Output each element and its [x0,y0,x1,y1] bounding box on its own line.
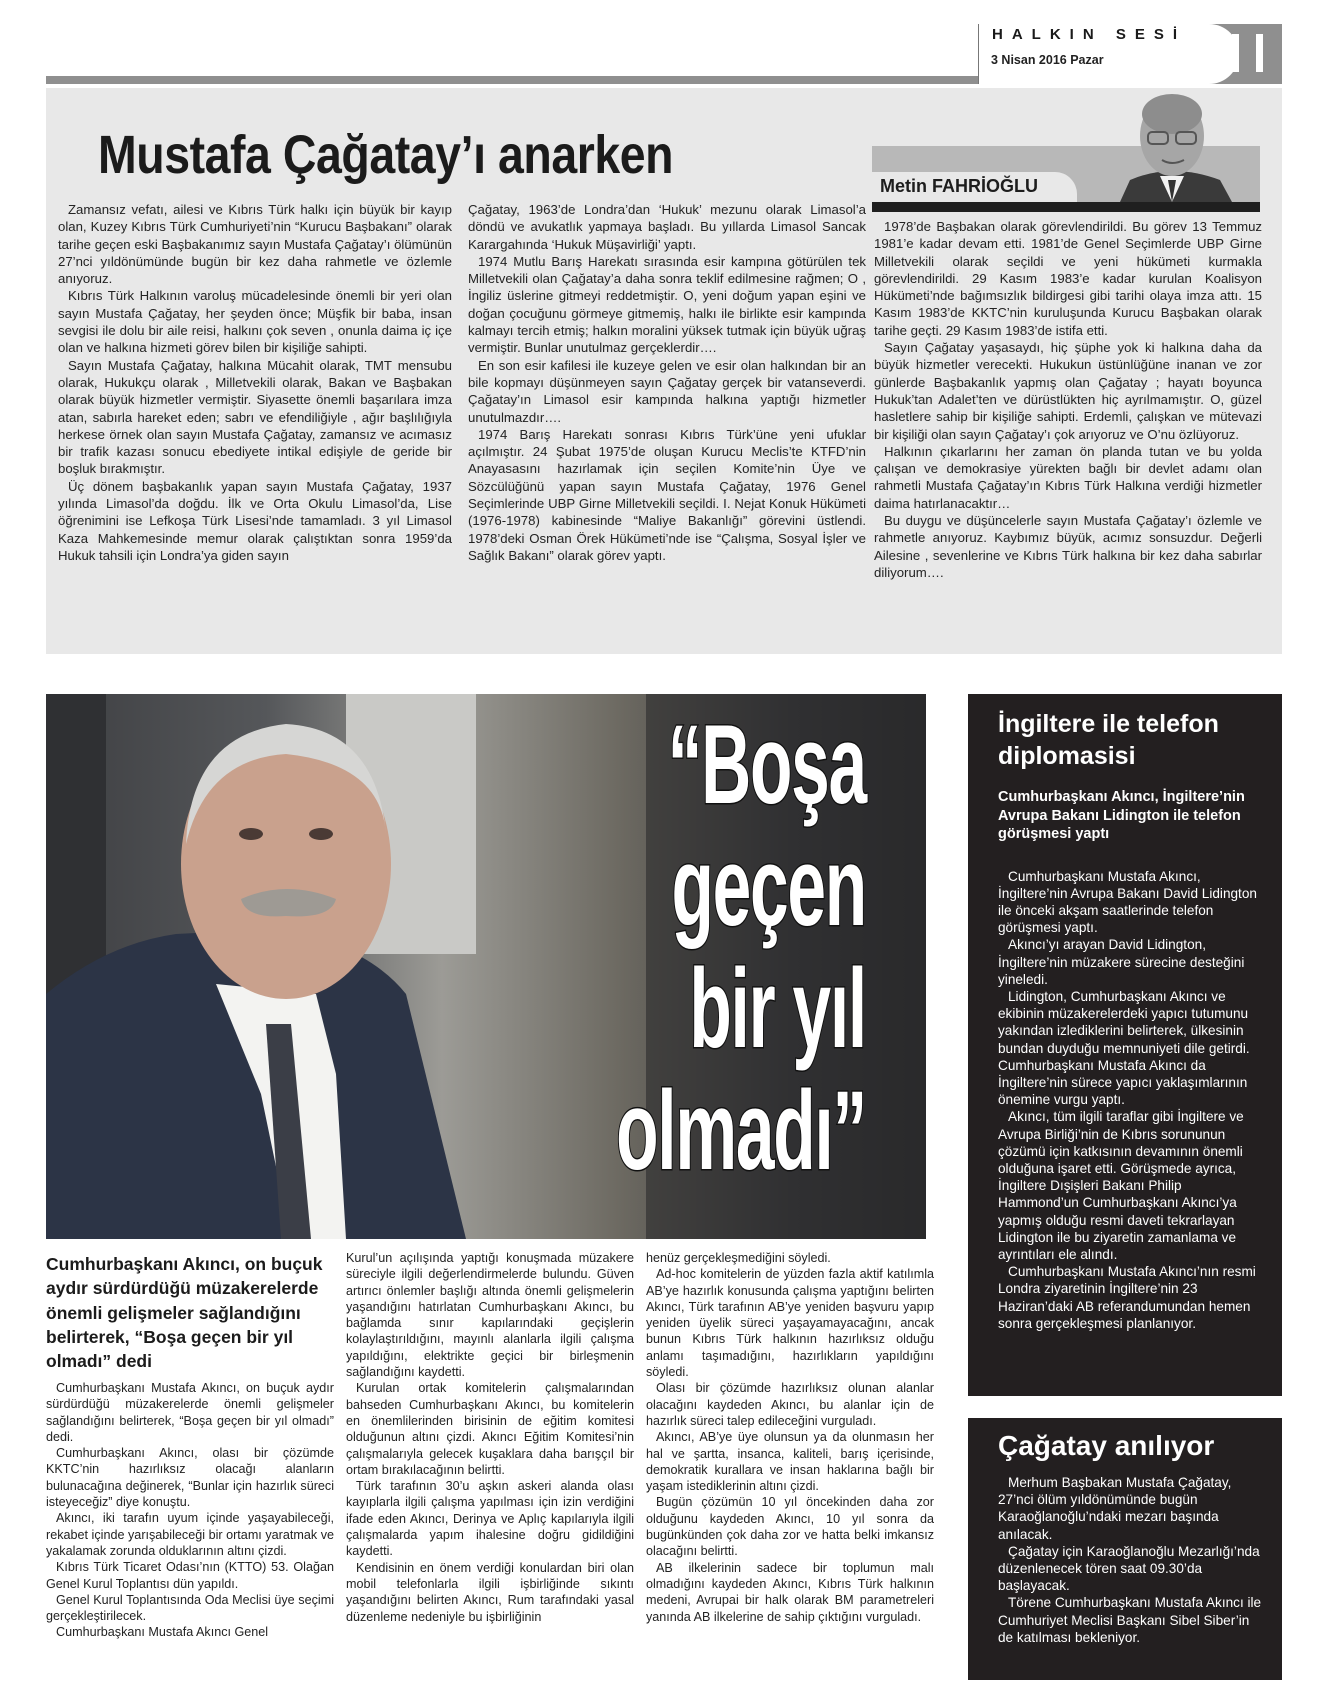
paragraph: Zamansız vefatı, ailesi ve Kıbrıs Türk halkı için büyük bir kayıp olan, Kuzey Kıbrıs Türk Cumhuriyeti’nin “Kurucu Başbakanı” olarak tarihe geçen eski Başbakanımız sayın Mustafa Çağatay’ı ölümünün 27’nci yıldönümünde bugün bir kez daha rahmetle ve özlemle anıyoruz. [58,202,452,287]
page-number-glyph-2 [1256,34,1263,72]
paragraph: 1974 Barış Harekatı sonrası Kıbrıs Türk’üne yeni ufuklar açılmıştır. 24 Şubat 1975’de oluşan Kurucu Meclis’te KTFD’nin Anayasasını hazırlamak için seçilen Komite’nin Üye ve Sözcülüğünü yapan sayın Mustafa Çağatay, 1976 Genel Seçimlerinde UBP Girne Milletvekili seçildi. I. Nejat Konuk Hükümeti (1976-1978) kabinesinde “Maliye Bakanlığı” görevini üstlendi. 1978’deki Osman Örek Hükümeti’nde ise “Çalışma, Sosyal İşler ve Sağlık Bakanı” olarak görev yaptı. [468,426,866,563]
paragraph: Kendisinin en önem verdiği konulardan biri olan mobil telefonlarla ilgili işbirliğinde sıkıntı yaşandığını belirten Akıncı, Rum tarafındaki yasal düzenleme nedeniyle bu işbirliğinin [346,1560,634,1624]
photo-headline-line: geçen [671,824,866,949]
sidebar-box-title: İngiltere ile telefon diplomasisi [998,710,1219,770]
paragraph: Sayın Çağatay yaşasaydı, hiç şüphe yok ki halkına daha da büyük hizmetler verecekti. Hukukun üstünlüğüne inanan ve zor günlerde Başbakanlık yapmış olan Çağatay ; hayatı boyunca Hukuk’tan Adalet’ten ve dürüstlükten hiç ayrılmamıştır. O, güzel hasletlere sahip bir kişiliğe sahipti. Erdemli, çalışkan ve mütevazi bir kişiliği olan sayın Çağatay’ı çok arıyoruz ve O’nu özlüyoruz. [874,340,1262,442]
sidebar-box-cagatay-memorial [968,1418,1282,1680]
paragraph: Lidington, Cumhurbaşkanı Akıncı ve ekibinin müzakerelerdeki yapıcı tutumunu yakından izlediklerini belirterek, ülkesinin bundan duyduğu memnuniyeti dile getirdi. Cumhurbaşkanı Mustafa Akıncı da İngiltere’nin sürece yapıcı yaklaşımlarının önemine vurgu yaptı. [998,988,1250,1108]
column-article-col-1 [58,201,452,564]
paragraph: AB ilkelerinin sadece bir toplumun malı olmadığını kaydeden Akıncı, Kıbrıs Türk halkının medeni, Avrupai bir halk olarak BM parametreleri yanında AB ilkelerine de sahip çıktığını vurguladı. [646,1560,934,1624]
paragraph: 1974 Mutlu Barış Harekatı sırasında esir kampına götürülen tek Milletvekili olan Çağatay’a daha sonra teklif edilmesine rağmen; O , İngiliz üslerine gitmeyi reddetmiştir. O, yeni doğum yapan eşini ve doğan çocuğunu görmeye gitmemiş, halkı ile birlikte esir kampında kalmayı tercih etmiş; halkın moralini yüksek tutmak için büyük uğraş vermiştir. Bunlar unutulmaz gerçeklerdir…. [468,253,866,356]
main-article-col-1 [46,1380,334,1641]
author-name: Metin FAHRİOĞLU [880,176,1038,196]
paragraph: henüz gerçekleşmediğini söyledi. [646,1251,831,1265]
photo-headline-line: olmadı” [616,1068,866,1193]
paragraph: Kıbrıs Türk Halkının varoluş mücadelesinde önemli bir yeri olan sayın Mustafa Çağatay, her şeyden önce; Müşfik bir baba, insan sevgisi ile dolu bir aile reisi, halkını çok seven , onunla daima iç içe olan ve halkına hizmeti görev bilen bir kişiliğe sahipti. [58,288,452,356]
newspaper-brand: HALKIN SESİ [992,26,1187,43]
author-portrait-icon [1100,88,1245,202]
paragraph: Törene Cumhurbaşkanı Mustafa Akıncı ile Cumhuriyet Meclisi Başkanı Sibel Siber’in de katılması bekleniyor. [998,1595,1262,1645]
issue-date: 3 Nisan 2016 Pazar [991,53,1104,67]
paragraph: Cumhurbaşkanı Mustafa Akıncı’nın resmi Londra ziyaretinin İngiltere’nin 23 Haziran’daki AB referandumundan hemen sonra gerçekleşmesi planlanıyor. [998,1264,1256,1331]
paragraph: 1978’de Başbakan olarak görevlendirildi. Bu görev 13 Temmuz 1981’e kadar devam etti. 1981’de Genel Seçimlerde UBP Girne Milletvekili olarak seçildi ve yeni hükümeti kurmakla görevlendirildi. 29 Kasım 1983’e kadar kurulan Koalisyon Hükümeti’nde bağımsızlık bildirgesi gibi tarihi olaya imza attı. 15 Kasım 1983’de KKTC’nin kuruluşunda Kurucu Başbakan olarak tarihe geçti. 29 Kasım 1983’de istifa etti. [874,219,1262,338]
paragraph: Kurulan ortak komitelerin çalışmalarından bahseden Cumhurbaşkanı Akıncı, bu komitelerin en önemlilerinden birisinin de eğitim komitesi olduğunun altını çizdi. Akıncı Eğitim Komitesi’nin çalışmalarıyla gelecek kuşaklara daha barışçıl bir ortam bırakılacağının belirtti. [346,1381,634,1477]
paragraph: Bu duygu ve düşüncelerle sayın Mustafa Çağatay’ı özlemle ve rahmetle anıyoruz. Kaybımız büyük, acımız sonsuzdur. Değerli Ailesine , sevenlerine ve Kıbrıs Türk halkına bir kez daha sabırlar diliyorum…. [874,513,1262,580]
main-article-col-3 [646,1250,934,1625]
paragraph: Olası bir çözümde hazırlıksız olunan alanlar olacağını kaydeden Akıncı, bu alanlar için de hazırlık süreci talep edileceğini vurguladı. [646,1381,934,1428]
paragraph: Akıncı, iki tarafın uyum içinde yaşayabileceği, rekabet içinde yarışabileceği bir ortamı yaratmak ve yakalamak zorunda olduklarının altını çizdi. [46,1511,334,1558]
paragraph: Türk tarafının 30’u aşkın askeri alanda olası kayıplarla ilgili çalışma yapılması için izin verdiğini ifade eden Akıncı, Derinya ve Aplıç kapılarıyla ilgili çalışmalarda yapım ihalesine doğru gidildiğini kaydetti. [346,1479,634,1559]
sidebar-box-telephone-diplomacy [968,694,1282,1396]
author-photo [1100,88,1245,202]
sidebar-box-title: Çağatay anılıyor [998,1430,1215,1461]
byline-bar [872,202,1260,212]
paragraph: Akıncı, tüm ilgili taraflar gibi İngiltere ve Avrupa Birliği’nin de Kıbrıs sorununun çözümü için katkısının devamının önemli olduğuna işaret etti. Görüşmede ayrıca, İngiltere Dışişleri Bakanı Philip Hammond’un Cumhurbaşkanı Akıncı’ya yapmış olduğu resmi daveti tekrarlayan Lidington ile bu ziyaretin zamanlama ve ayrıntıları ele alındı. [998,1109,1244,1262]
paragraph: Cumhurbaşkanı Mustafa Akıncı Genel [56,1625,269,1640]
photo-headline-line: “Boşa [667,702,866,827]
paragraph: En son esir kafilesi ile kuzeye gelen ve esir olan halkından bir an bile kopmayı düşünmeyen sayın Çağatay gerçek bir vatanseverdi. Çağatay’ın Limasol esir kampında halkına yaptığı hizmetler unutulmazdır…. [468,357,866,425]
column-article-title: Mustafa Çağatay’ı anarken [98,125,674,185]
sidebar-box-body [998,868,1266,1332]
paragraph: Genel Kurul Toplantısında Oda Meclisi üye seçimi gerçekleştirilecek. [46,1592,334,1624]
main-article-col-2 [346,1250,634,1625]
paragraph: Akıncı, AB’ye üye olunsun ya da olunmasın her hal ve şartta, insanca, kaliteli, barış içerisinde, demokratik kurallara ve insan haklarına bağlı bir yaşam istediklerinin altını çizdi. [646,1430,934,1494]
column-article-col-3 [874,218,1262,581]
paragraph: Cumhurbaşkanı Mustafa Akıncı, İngiltere’nin Avrupa Bakanı David Lidington ile önceki akşam saatlerinde telefon görüşmesi yaptı. [998,868,1257,936]
paragraph: Akıncı’yı arayan David Lidington, İngiltere’nin müzakere sürecine desteğini yineledi. [998,937,1245,987]
paragraph: Halkının çıkarlarını her zaman ön planda tutan ve bu yolda çalışan ve demokrasiye yürekten bağlı bir devlet adamı olan rahmetli Mustafa Çağatay’ın Kıbrıs Türk Halkına verdiği hizmetler daima hatırlanacaktır… [874,443,1262,511]
paragraph: Ad-hoc komitelerin de yüzden fazla aktif katılımla AB’ye hazırlık konusunda çalışma yaptığını belirten Akıncı, Türk tarafının AB’ye yeniden başvuru yapıp yeniden üyelik süreci yaşayamayacağını, ancak bunun Kıbrıs Türk halkının hazırlıksız olduğu anlamı taşımadığını, hazırlıkların yapıldığını söyledi. [646,1267,934,1380]
paragraph: Kıbrıs Türk Ticaret Odası’nın (KTTO) 53. Olağan Genel Kurul Toplantısı dün yapıldı. [46,1560,334,1591]
paragraph: Cumhurbaşkanı Mustafa Akıncı, on buçuk aydır sürdürdüğü müzakerelerde önemli gelişmeler sağlandığını belirterek, “Boşa geçen bir yıl olmadı” dedi. [46,1381,334,1444]
sidebar-box-subtitle: Cumhurbaşkanı Akıncı, İngiltere’nin Avrupa Bakanı Lidington ile telefon görüşmesi yaptı [998,789,1245,842]
paragraph: Kurul’un açılışında yaptığı konuşmada müzakere süreciyle ilgili değerlendirmelerde bulundu. Güven artırıcı önlemler başlığı altında önemli gelişmelerin yaşandığını hatırlatan Cumhurbaşkanı Akıncı, bu bağlamda sınır kapılarındaki geçişlerin kolaylaştırıldığını, mayınlı alanlarla ilgili çalışma yapıldığını, elektrikte geçici bir birleşmenin sağlandığını kaydetti. [346,1251,634,1380]
paragraph: Çağatay, 1963’de Londra’dan ‘Hukuk’ mezunu olarak Limasol’a döndü ve avukatlık yapmaya başladı. Bu yıllarda Limasol Sancak Karargahında ‘Hukuk Müşavirliği’ yaptı. [468,202,866,252]
paragraph: Merhum Başbakan Mustafa Çağatay, 27’nci ölüm yıldönümünde bugün Karaoğlanoğlu’ndaki mezarı başında anılacak. [998,1475,1232,1542]
photo-headline-line: bir yıl [689,946,866,1071]
paragraph: Bugün çözümün 10 yıl öncekinden daha zor olduğunu kaydeden Akıncı, 10 yıl sonra da bugünkünden çok daha zor ve hatta belki imkansız olacağını belirtti. [646,1495,934,1559]
paragraph: Sayın Mustafa Çağatay, halkına Mücahit olarak, TMT mensubu olarak, Hukukçu olarak , Milletvekili olarak, Bakan ve Başbakan olarak büyük hizmetler vermiştir. Siyasette önemli başarılara imza atan, sabırla hareket eden; sabrı ve efendiliğiyle , ağır başlılığıyla herkese örnek olan sayın Mustafa Çağatay, zamansız ve acımasız bir trafik kazası sonucu ebediyete intikal edişiyle de geride bir boşluk bırakmıştır. [58,357,452,477]
page-number-glyph-1 [1232,34,1239,72]
paragraph: Cumhurbaşkanı Akıncı, olası bir çözümde KKTC’nin hazırlıksız olacağı alanların bulunacağına değinerek, “Bunlar için hazırlık süreci isteyeceğiz” diye konuştu. [46,1446,334,1510]
paragraph: Çağatay için Karaoğlanoğlu Mezarlığı’nda düzenlenecek tören saat 09.30’da başlayacak. [998,1543,1260,1594]
column-article-col-2 [468,201,866,564]
photo-headline [616,704,866,1192]
sidebar-box-body [998,1474,1266,1646]
main-article-subheadline: Cumhurbaşkanı Akıncı, on buçuk aydır sürdürdüğü müzakerelerde önemli gelişmeler sağlandığını belirterek, “Boşa geçen bir yıl olmadı” dedi [46,1254,323,1372]
main-photo [46,694,926,1239]
paragraph: Üç dönem başbakanlık yapan sayın Mustafa Çağatay, 1937 yılında Limasol’da doğdu. İlk ve Orta Okulu Limasol’da, Lise öğrenimini ise Lefkoşa Türk Lisesi’nde tamamladı. 3 yıl Limasol Kaza Mahkemesinde memur olarak çalıştıktan sonra 1959’da Hukuk tahsili için Londra’ya giden sayın [58,478,452,563]
